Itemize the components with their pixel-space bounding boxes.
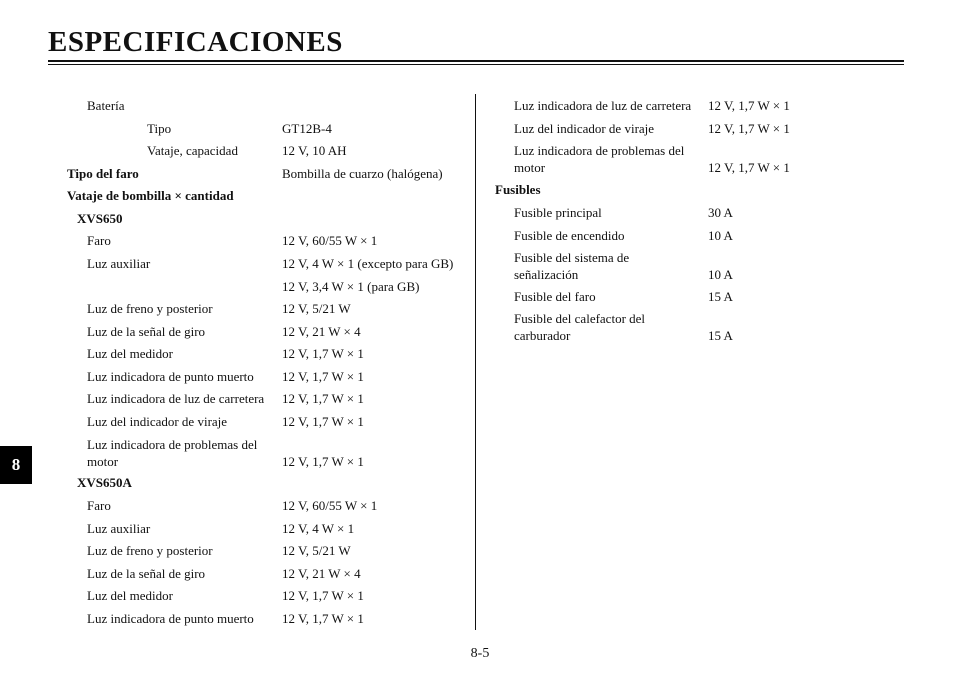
item-value: 12 V, 1,7 W × 1 [282,611,364,626]
item-label: Luz de la señal de giro [87,566,206,581]
item-value: 12 V, 21 W × 4 [282,566,361,581]
item-value: 12 V, 3,4 W × 1 (para GB) [282,279,420,294]
item-value: 12 V, 1,7 W × 1 [282,414,364,429]
chapter-tab: 8 [0,446,32,484]
item-label: Luz de la señal de giro [87,324,206,339]
item-value: 12 V, 60/55 W × 1 [282,498,378,513]
item-label: Luz indicadora de luz de carretera [87,391,265,406]
fusibles-heading: Fusibles [495,182,541,197]
item-label-line2: señalización [514,267,579,282]
item-label: Luz indicadora de luz de carretera [514,98,692,113]
item-value: 10 A [708,267,733,282]
left-column [0,0,470,640]
item-value: 12 V, 1,7 W × 1 [282,391,364,406]
item-value: 12 V, 4 W × 1 [282,521,355,536]
item-value: 12 V, 4 W × 1 (excepto para GB) [282,256,454,271]
item-label-line1: Fusible del calefactor del [514,311,646,326]
item-label: Luz auxiliar [87,521,151,536]
item-label: Luz de freno y posterior [87,301,213,316]
item-label: Luz indicadora de punto muerto [87,369,254,384]
vataje-bombilla-heading: Vataje de bombilla × cantidad [67,188,234,203]
item-value: 12 V, 1,7 W × 1 [282,369,364,384]
item-label: Fusible de encendido [514,228,625,243]
item-value: 12 V, 1,7 W × 1 [708,121,790,136]
page-number: 8-5 [470,646,490,661]
bateria-heading: Batería [87,98,125,113]
column-divider [475,94,476,630]
item-value: 12 V, 5/21 W [282,301,351,316]
item-label-line1: Luz indicadora de problemas del [87,437,258,452]
item-value: 12 V, 21 W × 4 [282,324,361,339]
item-label: Fusible del faro [514,289,596,304]
vataje-capacidad-value: 12 V, 10 AH [282,143,347,158]
xvs650-heading: XVS650 [77,211,123,226]
item-value: 12 V, 1,7 W × 1 [282,588,364,603]
xvs650a-heading: XVS650A [77,475,132,490]
tipo-faro-value: Bombilla de cuarzo (halógena) [282,166,443,181]
item-label-line1: Fusible del sistema de [514,250,630,265]
item-label-line2: carburador [514,328,571,343]
item-value: 12 V, 5/21 W [282,543,351,558]
item-value: 12 V, 1,7 W × 1 [708,98,790,113]
item-label: Luz del medidor [87,588,173,603]
item-label-line2: motor [514,160,546,175]
item-value: 10 A [708,228,733,243]
item-label: Faro [87,498,111,513]
vataje-capacidad-label: Vataje, capacidad [147,143,238,158]
item-label-line2: motor [87,454,119,469]
item-value: 12 V, 60/55 W × 1 [282,233,378,248]
item-label: Luz del indicador de viraje [514,121,655,136]
item-value: 12 V, 1,7 W × 1 [282,346,364,361]
item-label: Fusible principal [514,205,602,220]
tipo-faro-label: Tipo del faro [67,166,139,181]
item-label: Luz del indicador de viraje [87,414,228,429]
right-column [480,0,950,640]
item-value: 15 A [708,289,733,304]
page-title: ESPECIFICACIONES [48,26,343,58]
item-label: Luz indicadora de punto muerto [87,611,254,626]
item-value: 30 A [708,205,733,220]
item-label: Luz del medidor [87,346,173,361]
item-value: 12 V, 1,7 W × 1 [708,160,790,175]
tipo-label: Tipo [147,121,172,136]
item-label: Luz de freno y posterior [87,543,213,558]
item-label: Luz auxiliar [87,256,151,271]
item-label: Faro [87,233,111,248]
item-label-line1: Luz indicadora de problemas del [514,143,685,158]
tipo-value: GT12B-4 [282,121,332,136]
item-value: 12 V, 1,7 W × 1 [282,454,364,469]
item-value: 15 A [708,328,733,343]
